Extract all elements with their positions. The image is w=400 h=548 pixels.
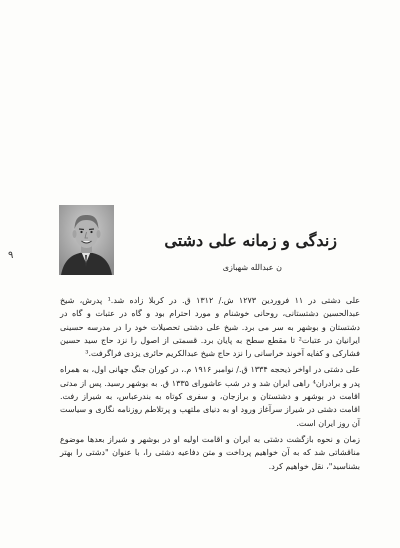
author-portrait [59, 205, 114, 275]
author-byline: ن عبدالله شهبازی [222, 263, 282, 272]
paragraph: زمان و نحوه بازگشت دشتی به ایران و اقامت اولیه او در بوشهر و شیراز بعدها موضوع مناقشاتی شد که به آن خواهیم پرداخت و متن دفاعیه دشتی را، با عنوان "دشتی را بهتر بشناسید"، نقل خواهیم کرد. [60, 434, 360, 471]
portrait-photo-icon [59, 205, 114, 275]
paragraph: علی دشتی در اواخر ذیحجه ۱۳۳۴ ق./ نوامبر ۱۹۱۶ م.، در کوران جنگ جهانی اول، به همراه پدر و برادران⁴ راهی ایران شد و در شب عاشورای ۱۳۳۵ ق. به بوشهر رسید. پس از مدتی اقامت در بوشهر و دشتستان و برازجان، و سفری کوتاه به بندرعباس، به شیراز رفت. اقامت دشتی در شیراز سرآغاز ورود او به دنیای ملتهب و پرتلاطم روزنامه نگاری و سیاست آن روز ایران است. [60, 365, 361, 428]
article-body [60, 294, 360, 476]
page-number: ۹ [8, 250, 14, 261]
chapter-title: زندگی و زمانه علی دشتی [164, 231, 337, 250]
paragraph: علی دشتی در ۱۱ فروردین ۱۲۷۳ ش./ ۱۳۱۲ ق. در کربلا زاده شد.¹ پدرش، شیخ عبدالحسین دشتستانی، روحانی خوشنام و مورد احترام بود و گاه در عتبات و گاه در دشتستان و بوشهر به سر می برد. شیخ علی دشتی تحصیلات خود را در مدرسه حسینی ایرانیان در عتبات² تا مقطع سطح به پایان برد. قسمتی از اصول را نزد حاج سید حسین فشارکی و کفایه آخوند خراسانی را نزد حاج شیخ عبدالکریم حائری یزدی فراگرفت.³ [60, 296, 360, 359]
